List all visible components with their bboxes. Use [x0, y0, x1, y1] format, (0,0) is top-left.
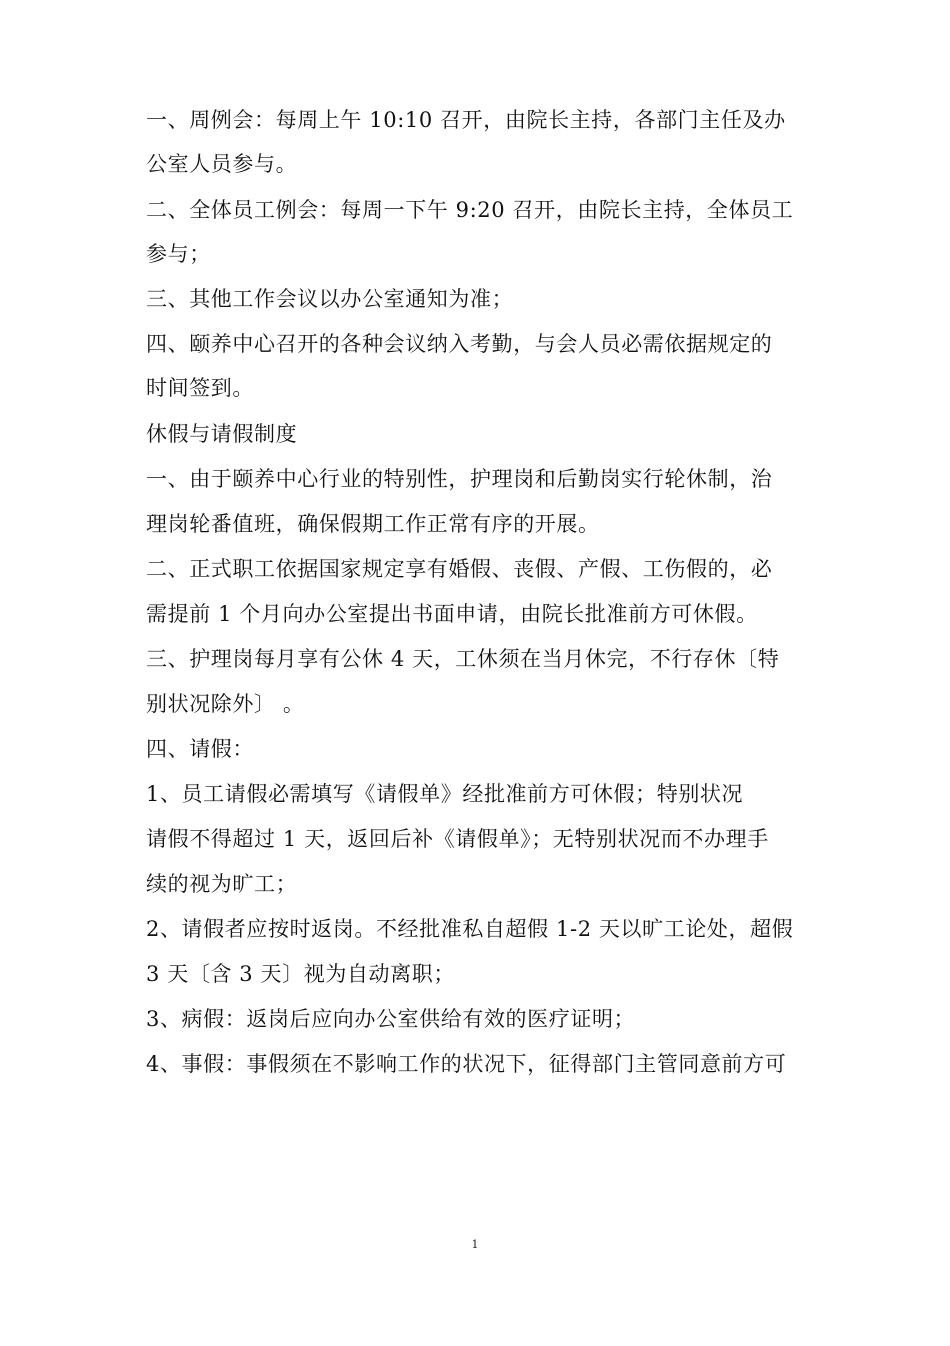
text-line: 别状况除外〕 。 — [146, 692, 305, 716]
text-line: 参与； — [146, 242, 211, 266]
text-line: 4、事假：事假须在不影响工作的状况下，征得部门主管同意前方可 — [146, 1052, 787, 1076]
text-line: 一、周例会：每周上午 10:10 召开，由院长主持，各部门主任及办 — [146, 108, 786, 132]
text-line: 1、员工请假必需填写《请假单》经批准前方可休假；特别状况 — [146, 782, 744, 806]
text-line: 四、请假： — [146, 737, 254, 761]
page-number: 1 — [471, 1238, 479, 1251]
text-line: 理岗轮番值班，确保假期工作正常有序的开展。 — [146, 512, 600, 536]
text-line: 2、请假者应按时返岗。不经批准私自超假 1-2 天以旷工论处，超假 — [146, 917, 794, 941]
text-line: 3 天〔含 3 天〕视为自动离职； — [146, 962, 455, 986]
text-line: 时间签到。 — [146, 376, 254, 400]
text-line: 二、正式职工依据国家规定享有婚假、丧假、产假、工伤假的，必 — [146, 557, 773, 581]
text-line: 请假不得超过 1 天，返回后补《请假单》；无特别状况而不办理手 — [146, 827, 769, 851]
text-line: 3、病假：返岗后应向办公室供给有效的医疗证明； — [146, 1007, 636, 1031]
text-line: 二、全体员工例会：每周一下午 9:20 召开，由院长主持，全体员工 — [146, 198, 794, 222]
text-line: 三、其他工作会议以办公室通知为准； — [146, 287, 514, 311]
section-heading: 休假与请假制度 — [146, 422, 298, 446]
text-line: 四、颐养中心召开的各种会议纳入考勤，与会人员必需依据规定的 — [146, 332, 773, 356]
text-line: 一、由于颐养中心行业的特别性，护理岗和后勤岗实行轮休制，治 — [146, 467, 773, 491]
text-line: 公室人员参与。 — [146, 152, 298, 176]
text-line: 三、护理岗每月享有公休 4 天，工休须在当月休完，不行存休〔特 — [146, 647, 780, 671]
text-line: 需提前 1 个月向办公室提出书面申请，由院长批准前方可休假。 — [146, 602, 758, 626]
text-line: 续的视为旷工； — [146, 872, 298, 896]
